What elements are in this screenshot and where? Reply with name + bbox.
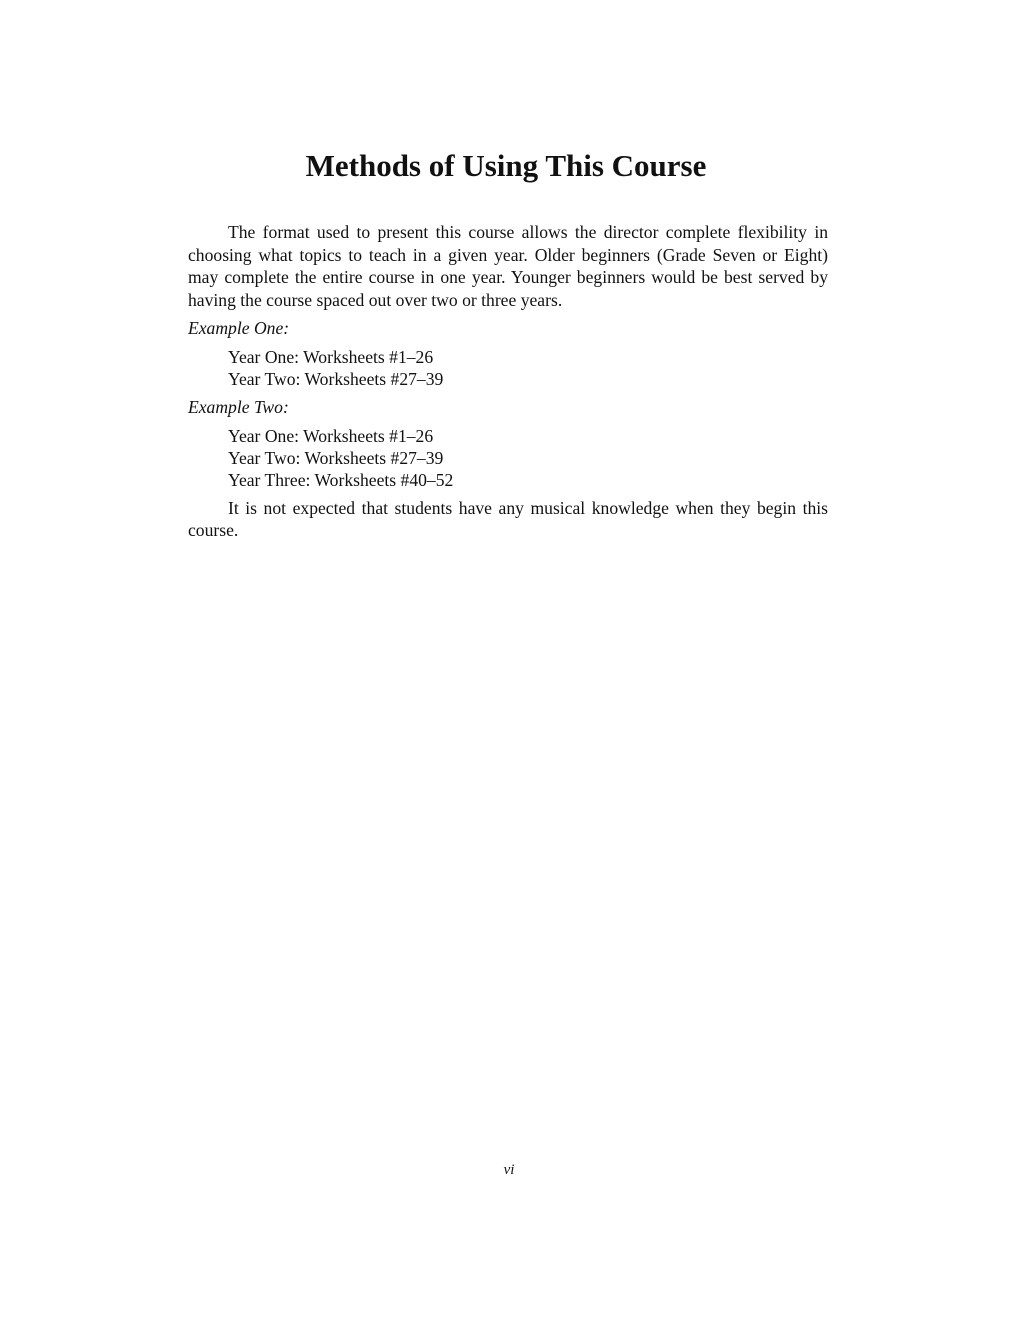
page-title: Methods of Using This Course: [305, 148, 707, 183]
example-one: [188, 317, 828, 390]
closing-paragraph: It is not expected that students have any musical knowledge when they begin this course.: [188, 497, 828, 541]
body-text: [188, 221, 828, 542]
example-one-list: [188, 346, 828, 390]
list-item: Year Two: Worksheets #27–39: [228, 447, 444, 468]
list-item: Year Two: Worksheets #27–39: [228, 368, 444, 389]
list-item: Year One: Worksheets #1–26: [228, 346, 434, 367]
example-one-label: Example One:: [188, 318, 290, 339]
list-item: Year One: Worksheets #1–26: [228, 425, 434, 446]
list-item: Year Three: Worksheets #40–52: [228, 469, 454, 490]
example-two: [188, 396, 828, 491]
page-number: vi: [503, 1162, 515, 1178]
example-two-label: Example Two:: [188, 396, 289, 417]
intro-paragraph: The format used to present this course allows the director complete flexibility in choosing what topics to teach in a given year. Older beginners (Grade Seven or Eight) may complete the entire course in one year. Younger beginners would be best served by having the course spaced out over two or three years.: [188, 222, 828, 310]
example-two-list: [188, 425, 828, 491]
